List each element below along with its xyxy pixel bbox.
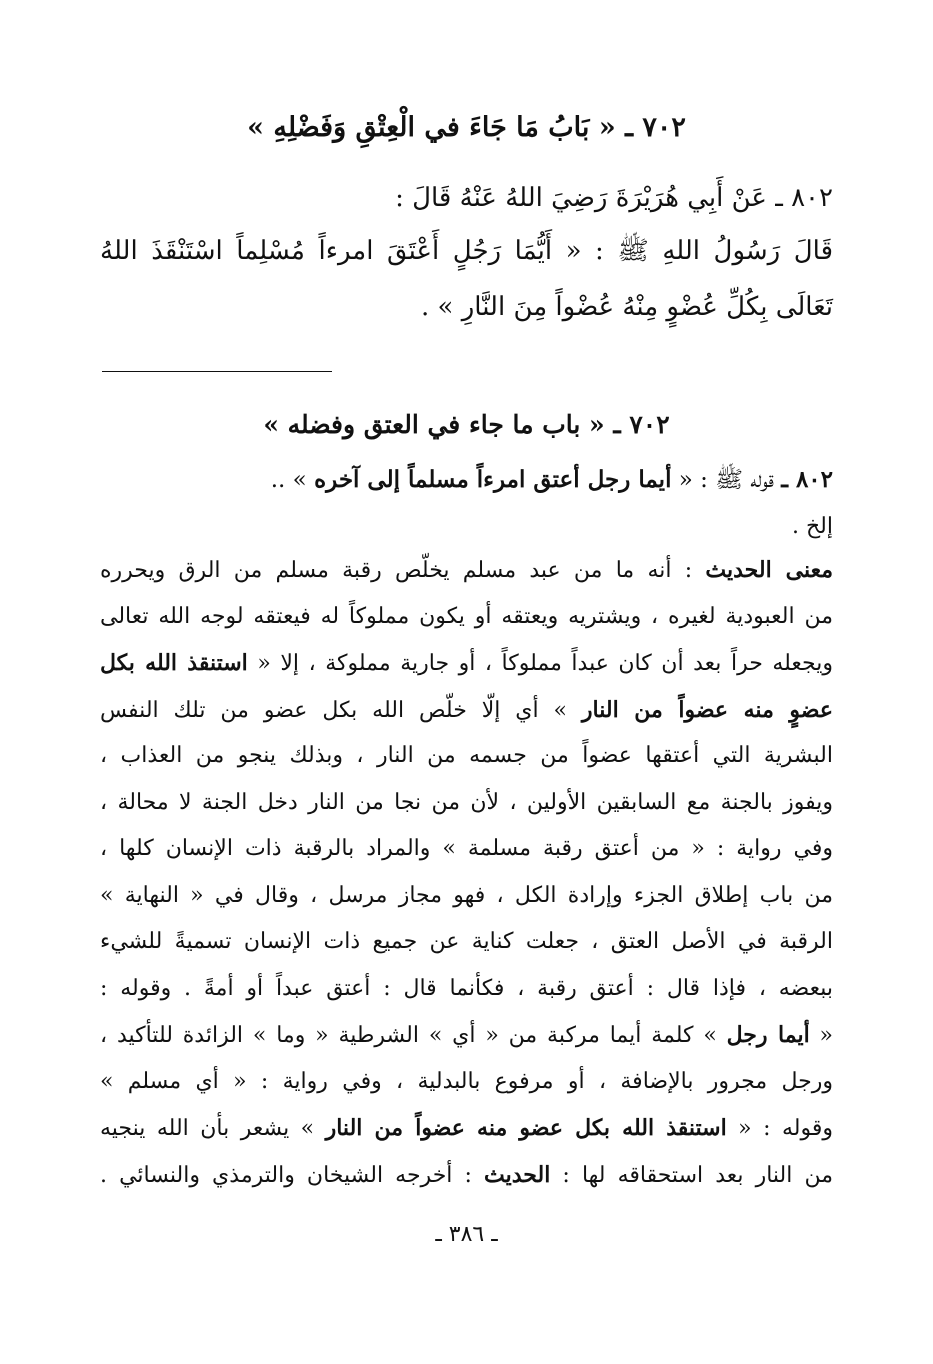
hadith-line-3: تَعَالَى بِكُلِّ عُضْوٍ مِنْهُ عُضْواً مِنَ النَّارِ » . <box>421 292 833 322</box>
hadith-line-2: قَالَ رَسُولُ اللهِ ﷺ : « أَيُّمَا رَجُلٍ أَعْتَقَ امرءاً مُسْلِماً اسْتَنْقَذَ اللهُ <box>100 236 833 266</box>
commentary-chapter-title: ٧٠٢ ـ « باب ما جاء في العتق وفضله » <box>263 410 670 439</box>
reference-end: » .. <box>270 467 307 493</box>
reference-quote: أيما رجل أعتق امرءاً مسلماً إلى آخره <box>314 466 672 493</box>
commentary-line: ويفوز بالجنة مع السابقين الأولين ، لأن من نجا من النار دخل الجنة لا محالة ، <box>100 790 833 815</box>
commentary-reference <box>100 466 833 495</box>
commentary-line: ببعضه ، فإذا قال : أعتق رقبة ، فكأنما قال : أعتق عبداً أو أمةً . وقوله : <box>100 976 833 1001</box>
commentary-line: عضوٍ منه عضواً من النار » أي إلّا خلّص الله بكل عضو من تلك النفس <box>100 697 833 723</box>
commentary-line: « أيما رجل » كلمة أيما مركبة من « أي » الشرطية « وما » الزائدة للتأكيد ، <box>100 1022 834 1048</box>
hadith-line-1: ٨٠٢ ـ عَنْ أَبِي هُرَيْرَةَ رَضِيَ اللهُ عَنْهُ قَالَ : <box>395 183 833 213</box>
commentary-line: من العبودية لغيره ، ويشتريه ويعتقه أو يكون مملوكاً له فيعتقه لوجه الله تعالى <box>100 604 833 629</box>
footnote-divider <box>102 371 332 372</box>
commentary-line: ويجعله حراً بعد أن كان عبداً مملوكاً ، أو جارية مملوكة ، إلا « استنقذ الله بكل <box>100 650 833 676</box>
commentary-line: الرقبة في الأصل العتق ، جعلت كناية عن جميع ذات الإنسان تسميةً للشيء <box>100 929 833 954</box>
commentary-line: البشرية التي أعتقها عضواً من جسمه من النار ، وبذلك ينجو من العذاب ، <box>100 743 833 768</box>
commentary-line: ورجل مجرور بالإضافة ، أو مرفوع بالبدلية ، وفي رواية : « أي مسلم » <box>100 1069 833 1094</box>
page-number: ـ ٣٨٦ ـ <box>435 1222 498 1247</box>
commentary-line: من باب إطلاق الجزء وإرادة الكل ، فهو مجاز مرسل ، وقال في « النهاية » <box>100 883 833 908</box>
chapter-title-top: ٧٠٢ ـ « بَابُ مَا جَاءَ في الْعِتْقِ وَفَضْلِهِ » <box>247 112 686 143</box>
reference-number: ٨٠٢ ـ <box>781 466 833 493</box>
reference-qawluh: قوله ﷺ : « <box>678 467 774 493</box>
commentary-line: من النار بعد استحقاقه لها : الحديث : أخرجه الشيخان والترمذي والنسائي . <box>100 1162 834 1188</box>
reference-continuation: إلخ . <box>791 514 833 539</box>
commentary-line: معنى الحديث : أنه ما من عبد مسلم يخلّص رقبة مسلم من الرق ويحرره <box>100 557 833 583</box>
commentary-line: وفي رواية : « من أعتق رقبة مسلمة » والمراد بالرقبة ذات الإنسان كلها ، <box>100 836 833 861</box>
commentary-line: وقوله : « استنقذ الله بكل عضو منه عضواً من النار » يشعر بأن الله ينجيه <box>100 1115 833 1141</box>
